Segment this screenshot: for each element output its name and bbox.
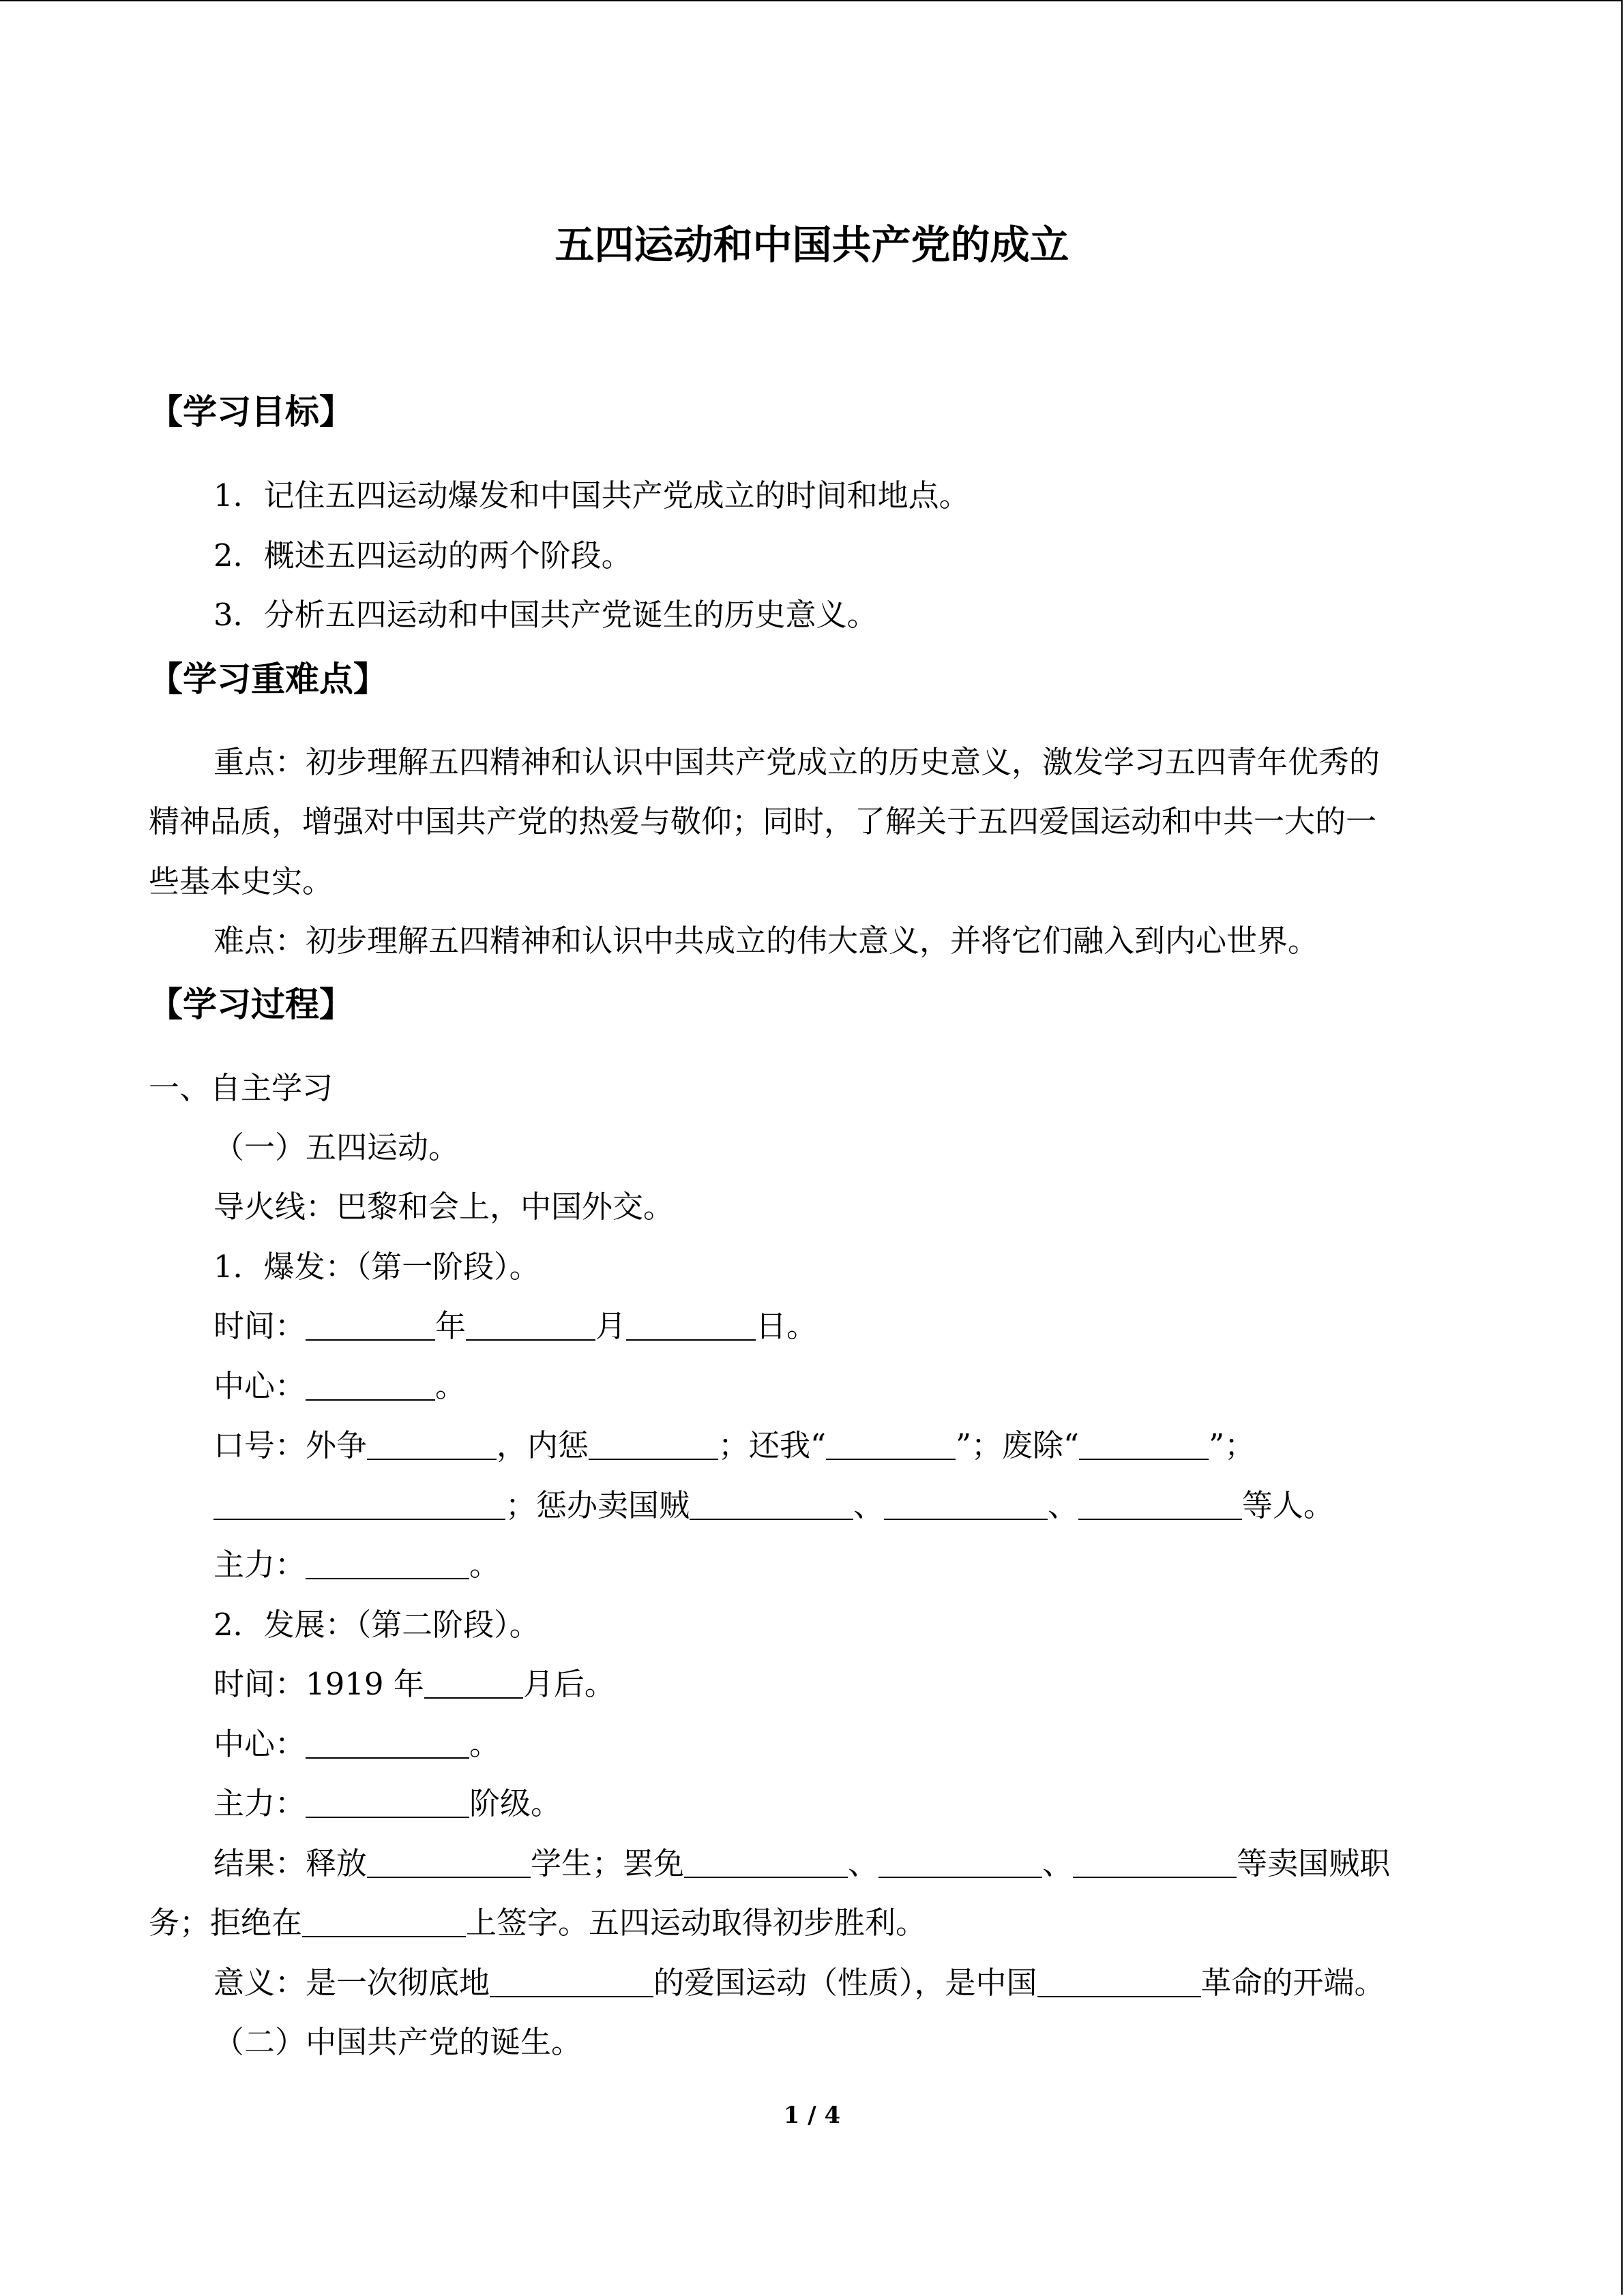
main-force-blank[interactable] — [306, 1547, 469, 1579]
slogan-blank[interactable] — [826, 1427, 956, 1460]
meaning-blank[interactable] — [1037, 1965, 1201, 1997]
result-line-2: 务；拒绝在 上签字。五四运动取得初步胜利。 — [149, 1905, 927, 1941]
slogan-line: 口号：外争 ，内惩 ；还我“ ”；废除“ ”； — [213, 1427, 1256, 1463]
meaning-blank[interactable] — [490, 1965, 653, 1997]
section-heading-process: 【学习过程】 — [149, 985, 353, 1024]
center-line: 中心： 。 — [213, 1368, 467, 1404]
slogan-blank[interactable] — [1079, 1427, 1209, 1460]
slogan-blank[interactable] — [589, 1427, 718, 1460]
traitor-blank[interactable] — [690, 1487, 853, 1520]
main-force-line-2: 主力： 阶级。 — [213, 1785, 562, 1821]
center-blank[interactable] — [306, 1726, 469, 1759]
development-heading: 2．发展：（第二阶段）。 — [213, 1607, 540, 1643]
main-force-line: 主力： 。 — [213, 1547, 501, 1583]
year-blank[interactable] — [306, 1308, 435, 1341]
subsection-may-fourth: （一）五四运动。 — [213, 1129, 460, 1165]
key-point-emphasis: 重点：初步理解五四精神和认识中国共产党成立的历史意义，激发学习五四青年优秀的 — [213, 744, 1381, 780]
subsection-self-study: 一、自主学习 — [149, 1070, 334, 1106]
section-heading-goals: 【学习目标】 — [149, 392, 353, 432]
time-line: 时间： 年 月 日。 — [213, 1308, 818, 1344]
class-blank[interactable] — [306, 1785, 469, 1818]
goal-item: 1．记住五四运动爆发和中国共产党成立的时间和地点。 — [213, 477, 970, 513]
key-point-difficulty: 难点：初步理解五四精神和认识中共成立的伟大意义，并将它们融入到内心世界。 — [213, 923, 1319, 959]
subsection-cpc-birth: （二）中国共产党的诞生。 — [213, 2024, 582, 2060]
fuse-line: 导火线：巴黎和会上，中国外交。 — [213, 1189, 675, 1225]
key-point-emphasis: 些基本史实。 — [149, 863, 334, 899]
slogan-blank[interactable] — [367, 1427, 497, 1460]
day-blank[interactable] — [626, 1308, 756, 1341]
month-blank[interactable] — [424, 1666, 523, 1699]
time-line-2: 时间：1919 年 月后。 — [213, 1666, 615, 1702]
traitor-blank[interactable] — [884, 1487, 1048, 1520]
key-point-emphasis: 精神品质，增强对中国共产党的热爱与敬仰；同时，了解关于五四爱国运动和中共一大的一 — [149, 803, 1377, 839]
slogan-blank[interactable] — [213, 1487, 505, 1520]
goal-item: 2．概述五四运动的两个阶段。 — [213, 537, 632, 573]
month-blank[interactable] — [466, 1308, 595, 1341]
result-blank[interactable] — [1073, 1845, 1237, 1878]
section-heading-key-points: 【学习重难点】 — [149, 659, 387, 699]
result-blank[interactable] — [879, 1845, 1042, 1878]
goal-item: 3．分析五四运动和中国共产党诞生的历史意义。 — [213, 597, 878, 633]
result-blank[interactable] — [684, 1845, 848, 1878]
punish-line: ；惩办卖国贼 、 、 等人。 — [213, 1485, 1334, 1526]
page-title: 五四运动和中国共产党的成立 — [555, 222, 1069, 268]
result-line: 结果：释放 学生；罢免 、 、 等卖国贼职 — [213, 1845, 1391, 1881]
center-blank[interactable] — [306, 1368, 435, 1401]
outbreak-heading: 1．爆发：（第一阶段）。 — [213, 1249, 540, 1285]
page-number: 1 / 4 — [783, 2102, 841, 2129]
meaning-line: 意义：是一次彻底地 的爱国运动（性质），是中国 革命的开端。 — [213, 1965, 1385, 2001]
treaty-blank[interactable] — [302, 1905, 466, 1937]
traitor-blank[interactable] — [1078, 1487, 1242, 1520]
result-blank[interactable] — [367, 1845, 531, 1878]
center-line-2: 中心： 。 — [213, 1726, 501, 1762]
